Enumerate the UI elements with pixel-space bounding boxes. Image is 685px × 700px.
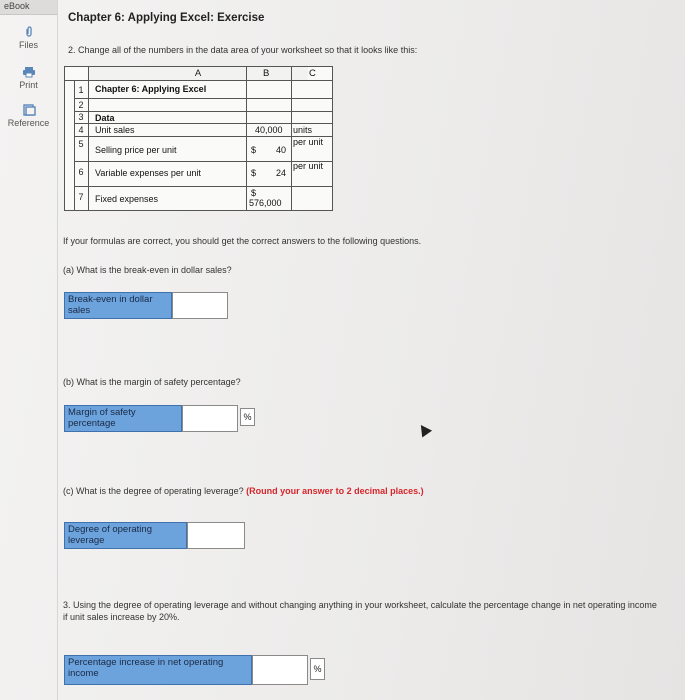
cell-b5-currency: $ [251, 145, 257, 155]
mouse-cursor-icon [416, 422, 432, 438]
answer-label-b: Margin of safety percentage [64, 405, 182, 432]
ebook-tab[interactable] [0, 0, 57, 15]
rounding-note: (Round your answer to 2 decimal places.) [246, 486, 424, 496]
row-number: 3 [74, 112, 89, 122]
cell-c5: per unit [293, 137, 324, 147]
sidebar-item-files[interactable] [0, 26, 57, 50]
answer-row-b [64, 405, 255, 432]
row-number: 7 [74, 192, 89, 202]
percent-unit: % [240, 408, 255, 426]
sidebar-item-label: Print [19, 80, 38, 90]
row-number: 6 [74, 167, 89, 177]
row-number: 5 [74, 139, 89, 149]
break-even-input[interactable] [172, 292, 228, 319]
worksheet-preview [64, 66, 333, 211]
question-c [63, 486, 424, 496]
operating-leverage-input[interactable] [187, 522, 245, 549]
answer-row-c [64, 522, 245, 549]
cell-b5: 40 [276, 145, 287, 155]
question-b: (b) What is the margin of safety percentage? [63, 377, 241, 387]
instruction-text: 2. Change all of the numbers in the data area of your worksheet so that it looks like this: [68, 45, 418, 55]
question-c-text: (c) What is the degree of operating leverage? [63, 486, 244, 496]
sidebar-item-print[interactable] [0, 66, 57, 90]
question-3: 3. Using the degree of operating leverage and without changing anything in your worksheet, calculate the percentage change in net operating income if unit sales increase by 20%. [63, 600, 657, 622]
questions-intro: If your formulas are correct, you should get the correct answers to the following questions. [63, 236, 422, 246]
cell-a1: Chapter 6: Applying Excel [95, 84, 207, 94]
cell-a3: Data [95, 113, 115, 123]
page-title: Chapter 6: Applying Excel: Exercise [68, 12, 265, 24]
side-rail [0, 0, 58, 700]
cell-a4: Unit sales [95, 125, 135, 135]
cell-b6-currency: $ [251, 168, 257, 178]
cell-b7: 576,000 [249, 198, 282, 208]
cell-c6: per unit [293, 161, 324, 171]
sidebar-item-reference[interactable] [0, 104, 57, 128]
reference-icon [22, 104, 36, 116]
row-number: 2 [74, 100, 89, 110]
cell-b6: 24 [276, 168, 287, 178]
sidebar-item-label: Files [18, 40, 38, 50]
paperclip-icon [22, 26, 36, 38]
printer-icon [22, 66, 36, 78]
cell-a7: Fixed expenses [95, 194, 159, 204]
cell-c4: units [293, 125, 313, 135]
percent-unit: % [310, 658, 325, 680]
cell-a6: Variable expenses per unit [95, 168, 201, 178]
question-a: (a) What is the break-even in dollar sales? [63, 265, 232, 275]
cell-b7-currency: $ [251, 188, 257, 198]
answer-label-a: Break-even in dollar sales [64, 292, 172, 319]
column-header-c: C [309, 68, 316, 79]
answer-row-3 [64, 655, 325, 682]
column-header-b: B [263, 68, 270, 79]
cell-a5: Selling price per unit [95, 145, 177, 155]
column-header-a: A [88, 67, 308, 81]
ebook-label: eBook [4, 1, 30, 11]
row-number: 4 [74, 125, 89, 135]
cell-b4: 40,000 [255, 125, 283, 135]
margin-of-safety-input[interactable] [182, 405, 238, 432]
sidebar-item-label: Reference [7, 118, 50, 128]
percent-increase-input[interactable] [252, 655, 308, 685]
answer-label-3: Percentage increase in net operating income [64, 655, 252, 685]
answer-row-a [64, 292, 228, 319]
answer-label-c: Degree of operating leverage [64, 522, 187, 549]
row-number: 1 [74, 85, 89, 95]
